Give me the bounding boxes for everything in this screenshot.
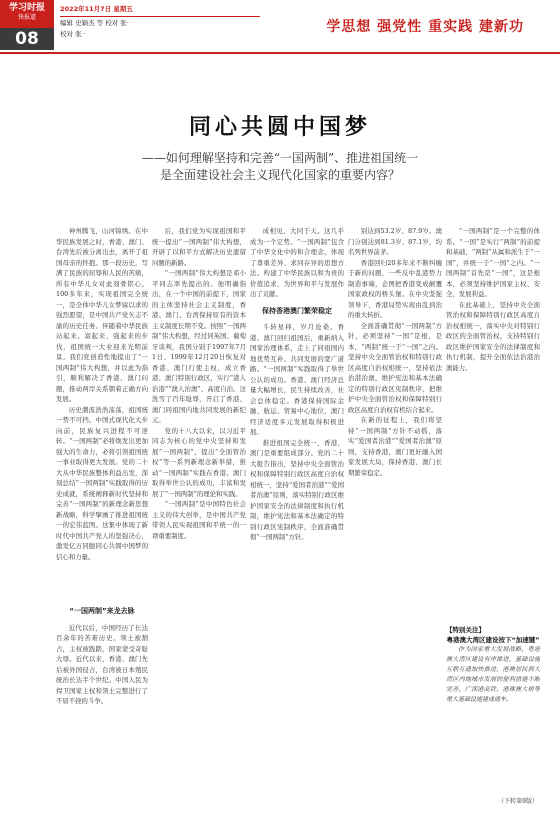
column-3 (250, 226, 344, 811)
paragraph: 历史潮流浩浩荡荡，祖国统一势不可挡。中国式现代化大步向前，民族复兴进程不可逆转。“一国两制”必将焕发出更加强大的生命力，必将引领祖国统一事业取得更大发展。党的二十大从中华民族整体利益出发，深刻总结“一国两制”实践取得的历史成就，系统阐释新时代坚持和完善“一国两制”的新理念新思想新战略，科学擘画了推进祖国统一的宏伟蓝图。这集中体现了新时代中国共产党人的坚强决心，激发亿万同胞同心共圆中国梦的信心和力量。 (56, 405, 148, 561)
issue-date: 2022年11月7日 星期五 (60, 4, 260, 17)
paragraph: 全面准确贯彻“一国两制”方针，必须坚持“一国”是根、是本，“两制”统一于“一国”之内。坚持中央全面管治权和特别行政区高度自治权相统一，坚持依法治港治澳，维护宪法和基本法确定的特别行政区宪制秩序，把维护中央全面管治权和保障特别行政区高度自治权有机结合起来。 (348, 321, 442, 414)
section-heading: “一国两制”来龙去脉 (69, 607, 135, 615)
editor-line: 编辑 史颖杰 等 校对 张· (60, 19, 129, 27)
paragraph: 神州腾飞，山河锦绣。在中华民族发展之时，香港、澳门、台湾先后被分离出去，离开了祖国母亲的怀抱。那一段历史，写满了民族的屈辱和人民的苦痛，所有中华儿女对此刻骨铭心。100多年来，实现祖国完全统一，是全体中华儿女梦寐以求的强烈愿望，是中国共产党矢志不渝的历史任务。伴随着中华民族站起来、富起来、强起来的步伐，祖国统一大业迎来光明前景。我们党创造性地提出了“一国两制”伟大构想，并以此为指引，顺利解决了香港、澳门问题，推动两岸关系朝着正确方向发展。 (56, 227, 148, 403)
sidebar-box (446, 625, 540, 811)
article-subtitle (40, 150, 520, 184)
header-rule (0, 52, 560, 54)
sidebar-tag: 【特别关注】 (446, 626, 485, 634)
paragraph: 成相见、大同于天。这几乎成为一个定势。“一国两制”包含了中华文化中的和合理念，体现了尊重差异、求同存异的思想方法。构建了中华民族以和为贵的价值追求，为世界和平与发展作出了贡献。 (250, 227, 344, 298)
paragraph: 在新的征程上，我们将坚持“一国两制”方针不动摇，落实“爱国者治港”“爱国者治澳”原则，支持香港、澳门更好融入国家发展大局，保持香港、澳门长期繁荣稳定。 (348, 416, 442, 477)
paragraph: “一国两制”是中国特色社会主义的伟大创举，是中国共产党带领人民实现祖国和平统一的一项重要制度。 (152, 500, 246, 540)
paragraph: 近代以后，中国经历了长达百余年的苦难历史。领土被割占，主权被践踏，国家蒙受奇耻大辱。近代以来，香港、澳门先后被外国侵占，台湾被日本殖民统治长达半个世纪。中国人民为捍卫国家主权和领土完整进行了不屈不挠的斗争。 (56, 623, 148, 705)
page-number: 08 (0, 28, 54, 50)
section-slogan: 学思想 强党性 重实践 建新功 (326, 19, 524, 35)
masthead (0, 0, 54, 28)
column-1-lower (56, 600, 148, 810)
proofreader-line: 校对 张 · (60, 30, 86, 38)
column-4 (348, 226, 442, 811)
column-5 (446, 226, 540, 626)
article-title: 同心共圆中国梦 (188, 114, 371, 140)
column-2 (152, 226, 246, 811)
column-1 (56, 226, 148, 561)
sidebar-text: 作为国家重大发展战略，粤港澳大湾区建设有序推进，基础设施互联互通加快推进，港澳居民到大湾区内地城市发展的便利措施不断完善，广深港高铁、港珠澳大桥等重大基础设施建成通车。 (446, 646, 540, 703)
paragraph: “一国两制”伟大构想是邓小平同志率先提出的。他明确指出，在一个中国的前提下，国家的主体坚持社会主义制度，香港、澳门、台湾保持原有的资本主义制度长期不变。按照“一国两制”伟大构想，经过同英国、葡萄牙谈判，我国分别于1997年7月1日、1999年12月20日恢复对香港、澳门行使主权，成立香港、澳门特别行政区，实行“港人治港”“澳人治澳”、高度自治。这洗雪了百年耻辱，开启了香港、澳门同祖国内地共同发展的新纪元。 (152, 269, 246, 424)
paragraph: 在此基础上，坚持中央全面管治权和保障特别行政区高度自治权相统一，落实中央对特别行政区的全面管治权，支持特别行政区维护国家安全的法律制度和执行机制，提升全面依法治港治澳能力。 (446, 300, 540, 372)
paragraph: 后，我们党为实现祖国和平统一提出“一国两制”伟大构想，开辟了以和平方式解决历史遗留问题的新路。 (152, 227, 246, 267)
subtitle-line-1: ——如何理解坚持和完善“一国两制”、推进祖国统一 (141, 151, 419, 165)
issue-info (60, 4, 260, 40)
subtitle-line-2: 是全面建设社会主义现代化国家的重要内容？ (159, 168, 400, 182)
paragraph: 推进祖国完全统一，香港、澳门是重要组成部分。党的二十大报告指出，坚持中央全面管治权和保障特别行政区高度自治权相统一，坚持“爱国者治港”“爱国者治澳”原则，落实特别行政区维护国家安全的法律制度和执行机制，维护宪法和基本法确定的特别行政区宪制秩序，全面准确贯彻“一国两制”方针。 (250, 438, 344, 541)
paragraph: 斗转星移，岁月沧桑。香港、澳门回归祖国后，重新纳入国家治理体系，走上了同祖国内地优势互补、共同发展的宽广道路。“一国两制”实践取得了举世公认的成功。香港、澳门经济总量大幅增长，民生持续改善，社会总体稳定。香港保持国际金融、航运、贸易中心地位，澳门经济适度多元发展取得积极进展。 (250, 323, 344, 436)
sidebar-title: 粤港澳大湾区建设按下“加速键” (446, 636, 540, 644)
paragraph: 党的十八大以来，以习近平同志为核心的党中央坚持和发展“一国两制”，提出“全面管治权”等一系列新理念新举措，推动“一国两制”实践在香港、澳门取得举世公认的成功，丰富和发展了“一国两制”的理论和实践。 (152, 426, 246, 498)
section-heading: 保持香港澳门繁荣稳定 (262, 306, 332, 315)
paragraph: 香港回归20多年来不断纠缠于新的问题，一些反中乱港势力制造事端，企图把香港变成颠覆国家政权的桥头堡。在中央坚强领导下，香港局势实现由乱到治的重大转折。 (348, 258, 442, 319)
masthead-name: 学习时报 (8, 3, 45, 13)
masthead-sub: 快报道 (17, 14, 36, 21)
paragraph: 别达到53.2岁、87.9岁。澳门分别达到81.3岁、87.1岁，均名列世界前茅。 (348, 227, 442, 256)
paragraph: “一国两制”是一个完整的体系。“一国”是实行“两制”的前提和基础，“两制”从属和派生于“一国”，并统一于“一国”之内。“一国两制”首先是“一国”，这是根本，必须坚持维护国家主权、安全、发展利益。 (446, 227, 540, 298)
continue-note: （下转第9版） (498, 798, 538, 805)
